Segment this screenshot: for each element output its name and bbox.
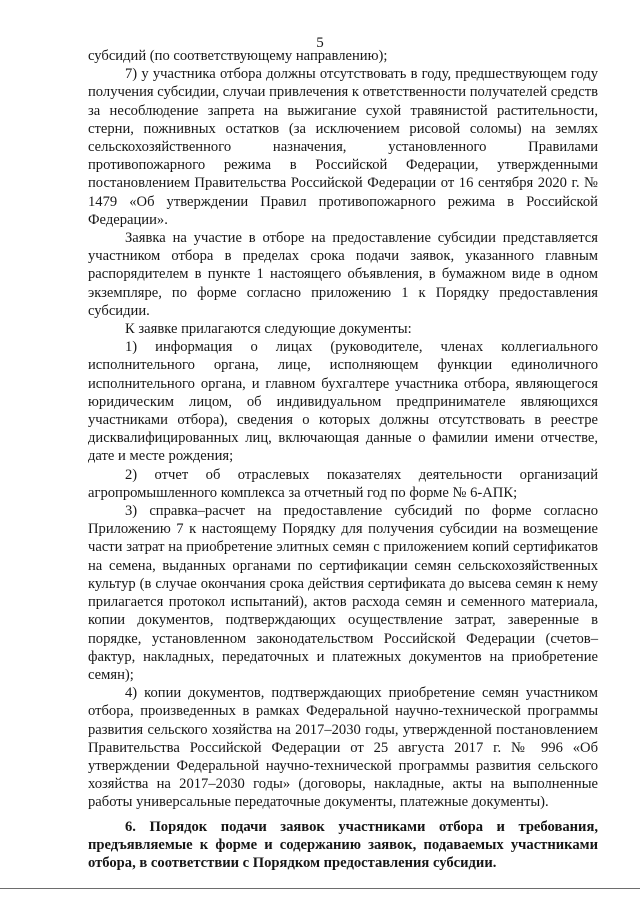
paragraph-documents-intro: К заявке прилагаются следующие документы: bbox=[125, 321, 412, 338]
paragraph-document-4: 4) копии документов, подтверждающих приобретение семян участником отбора, произведенных в рамках Федеральной научно-технической программы развития сельского хозяйства на 2017–2030 годы, утвержденной постановлением Правительства Российской Федерации от 25 августа 2017 г. № 996 «Об утверждении Федеральной научно-технической программы развития сельского хозяйства на 2017–2030 годы» (договоры, накладные, акты на выполненные работы универсальные передаточные документы, платежные документы). bbox=[88, 685, 598, 811]
paragraph-item-7: 7) у участника отбора должны отсутствовать в году, предшествующем году получения субсидии, случаи привлечения к ответственности получателей средств за несоблюдение запрета на выжигание сухой травянистой растительности, стерни, пожнивных остатков (за исключением рисовой соломы) на землях сельскохозяйственного назначения, установленного Правилами противопожарного режима в Российской Федерации, утвержденными постановлением Правительства Российской Федерации от 16 сентября 2020 г. № 1479 «Об утверждении Правил противопожарного режима в Российской Федерации». bbox=[88, 66, 598, 228]
section-heading: 6. Порядок подачи заявок участниками отбора и требования, предъявляемые к форме и содержанию заявок, подаваемых участниками отбора, в соответствии с Порядком предоставления субсидии. bbox=[88, 818, 598, 871]
page-bottom-divider bbox=[0, 888, 640, 889]
paragraph-application: Заявка на участие в отборе на предоставление субсидии представляется участником отбора в пределах срока подачи заявок, указанного главным распорядителем в пункте 1 настоящего объявления, в бумажном виде в одном экземпляре, по форме согласно приложению 1 к Порядку предоставления субсидии. bbox=[88, 230, 598, 319]
paragraph-document-1: 1) информация о лицах (руководителе, членах коллегиального исполнительного органа, лице, исполняющем функции единоличного исполнительного органа, и главном бухгалтере участника отбора, являющегося юридическим лицом, об индивидуальном предпринимателе являющихся участниками отбора), сведения о которых должны отсутствовать в реестре дисквалифицированных лиц, включающая данные о фамилии имени отчестве, дате и месте рождения; bbox=[88, 339, 598, 465]
paragraph-continuation: субсидий (по соответствующему направлению); bbox=[88, 48, 388, 64]
document-body bbox=[88, 47, 598, 872]
paragraph-document-3: 3) справка–расчет на предоставление субсидий по форме согласно Приложению 7 к настоящему Порядку для получения субсидии на возмещение части затрат на приобретение элитных семян с приложением копий сертификатов на семена, выданных органами по сертификации семян сельскохозяйственных культур (в случае окончания срока действия сертификата до высева семян к нему прилагается протокол испытаний), актов расхода семян и семенного материала, копии документов, подтверждающих осуществление затрат, заверенные в порядке, установленном законодательством Российской Федерации (счетов–фактур, накладных, передаточных и платежных документов на приобретение семян); bbox=[88, 503, 598, 683]
paragraph-document-2: 2) отчет об отраслевых показателях деятельности организаций агропромышленного комплекса за отчетный год по форме № 6-АПК; bbox=[88, 466, 598, 501]
page-number: 5 bbox=[316, 35, 324, 51]
